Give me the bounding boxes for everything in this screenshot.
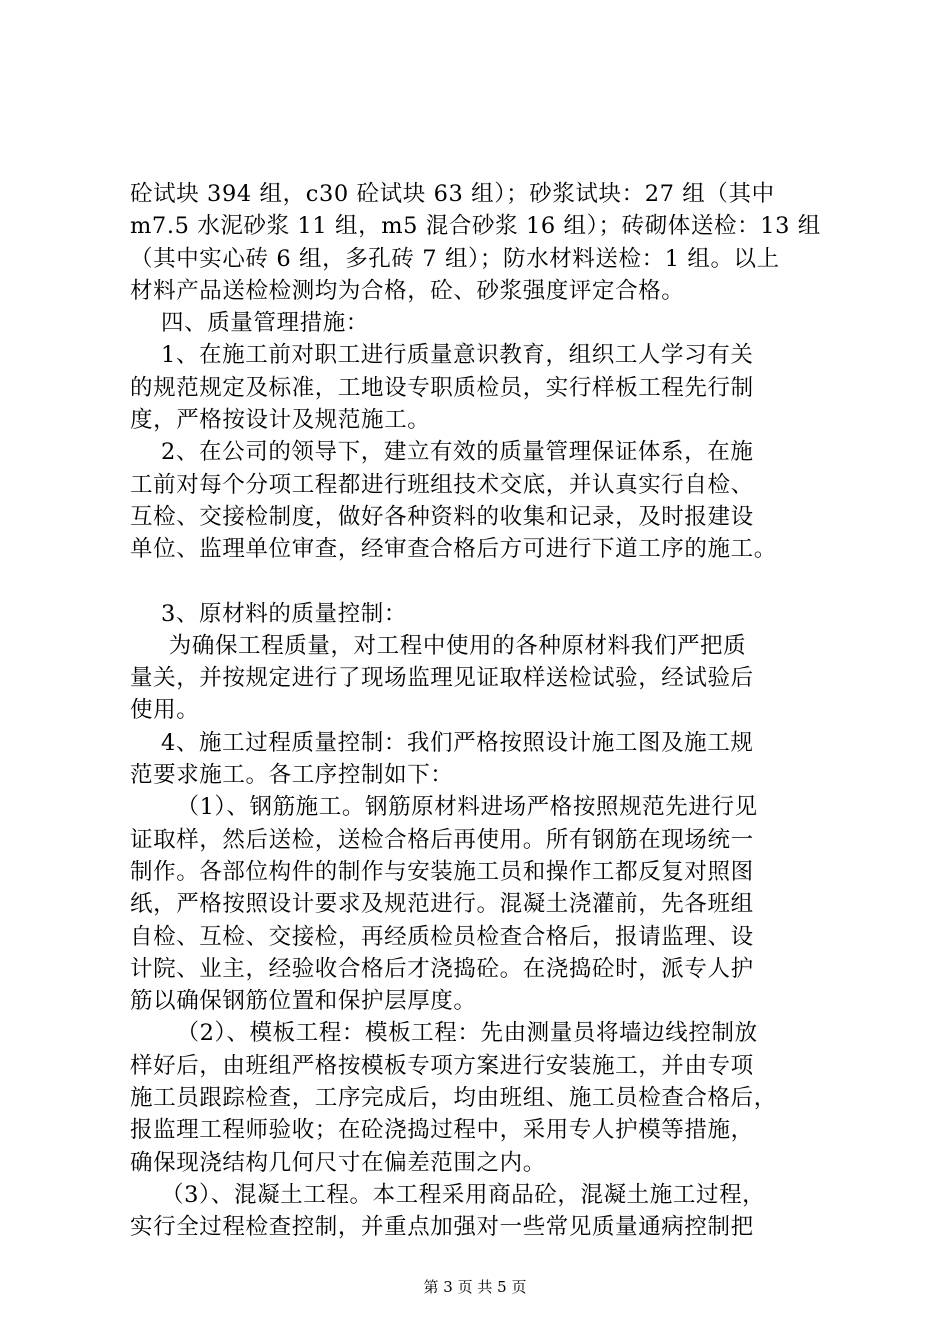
page-footer: 第 3 页 共 5 页 xyxy=(423,1278,527,1296)
text-line: m7.5 水泥砂浆 11 组，m5 混合砂浆 16 组）；砖砌体送检：13 组 xyxy=(130,213,821,240)
text-line: 度，严格按设计及规范施工。 xyxy=(130,407,431,434)
text-line: 自检、互检、交接检，再经质检员检查合格后，报请监理、设 xyxy=(130,923,754,950)
text-line: 施工员跟踪检查，工序完成后，均由班组、施工员检查合格后， xyxy=(130,1085,777,1112)
text-line: （1）、钢筋施工。钢筋原材料进场严格按照规范先进行见 xyxy=(130,794,758,821)
text-line: 3、原材料的质量控制： xyxy=(130,600,407,627)
text-line: 确保现浇结构几何尺寸在偏差范围之内。 xyxy=(130,1149,546,1176)
text-line: 为确保工程质量，对工程中使用的各种原材料我们严把质 xyxy=(130,632,747,659)
text-line: 4、施工过程质量控制：我们严格按照设计施工图及施工规 xyxy=(130,729,754,756)
text-line: 1、在施工前对职工进行质量意识教育，组织工人学习有关 xyxy=(130,342,754,369)
text-line: 砼试块 394 组，c30 砼试块 63 组）；砂浆试块：27 组（其中 xyxy=(130,181,775,207)
text-line: （3）、混凝土工程。本工程采用商品砼，混凝土施工过程， xyxy=(130,1181,766,1208)
text-line: 计院、业主，经验收合格后才浇捣砼。在浇捣砼时，派专人护 xyxy=(130,955,754,982)
text-line: 筋以确保钢筋位置和保护层厚度。 xyxy=(130,988,477,1015)
text-line: 量关，并按规定进行了现场监理见证取样送检试验，经试验后 xyxy=(130,665,754,692)
text-line: 使用。 xyxy=(130,697,200,724)
text-line: 实行全过程检查控制，并重点加强对一些常见质量通病控制把 xyxy=(130,1214,754,1241)
blank-line xyxy=(130,566,830,598)
text-line: 纸，严格按照设计要求及规范进行。混凝土浇灌前，先各班组 xyxy=(130,891,754,918)
text-line: 报监理工程师验收；在砼浇捣过程中，采用专人护模等措施， xyxy=(130,1117,754,1144)
text-line: 2、在公司的领导下，建立有效的质量管理保证体系，在施 xyxy=(130,439,754,466)
text-line: 材料产品送检检测均为合格，砼、砂浆强度评定合格。 xyxy=(130,277,685,304)
text-line: 的规范规定及标准，工地设专职质检员，实行样板工程先行制 xyxy=(130,374,754,401)
text-line: （其中实心砖 6 组，多孔砖 7 组）；防水材料送检：1 组。以上 xyxy=(130,245,780,272)
text-line: （2）、模板工程：模板工程：先由测量员将墙边线控制放 xyxy=(130,1020,758,1047)
document-body xyxy=(130,178,830,1244)
text-line: 工前对每个分项工程都进行班组技术交底，并认真实行自检、 xyxy=(130,471,754,498)
text-line: 样好后，由班组严格按模板专项方案进行安装施工，并由专项 xyxy=(130,1052,754,1079)
text-line: 范要求施工。各工序控制如下： xyxy=(130,762,454,789)
text-line: 四、质量管理措施： xyxy=(130,310,369,337)
text-line: 单位、监理单位审查，经审查合格后方可进行下道工序的施工。 xyxy=(130,536,777,563)
text-line: 证取样，然后送检，送检合格后再使用。所有钢筋在现场统一 xyxy=(130,826,754,853)
text-line: 互检、交接检制度，做好各种资料的收集和记录，及时报建设 xyxy=(130,503,754,530)
text-line: 制作。各部位构件的制作与安装施工员和操作工都反复对照图 xyxy=(130,858,754,885)
